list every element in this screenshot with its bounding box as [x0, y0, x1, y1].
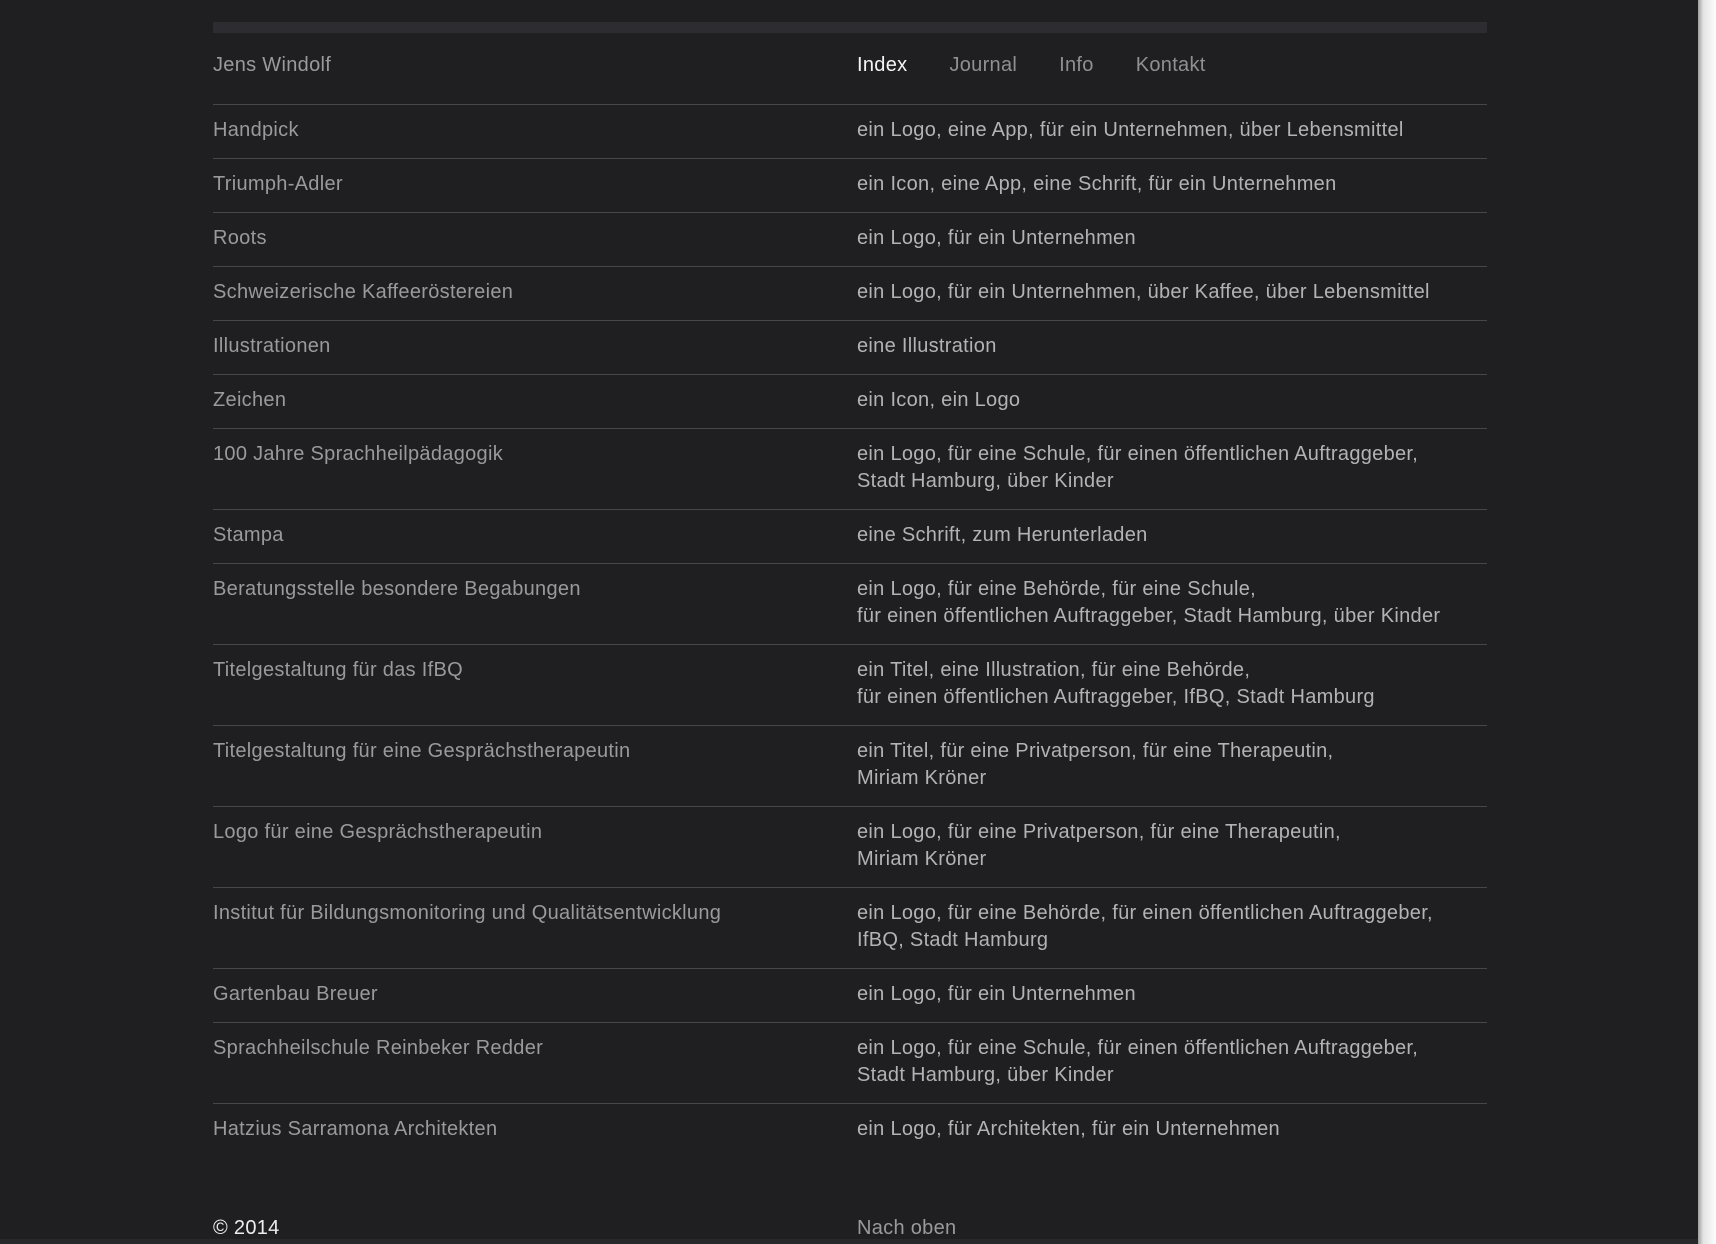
project-tags	[857, 1116, 1487, 1143]
project-row[interactable]	[213, 887, 1487, 968]
window-bottom-edge	[0, 1239, 1698, 1244]
project-title[interactable]: Institut für Bildungsmonitoring und Qualitätsentwicklung	[213, 902, 722, 924]
project-title[interactable]: Stampa	[213, 524, 284, 546]
project-tags	[857, 387, 1487, 414]
project-title[interactable]: Hatzius Sarramona Architekten	[213, 1118, 498, 1140]
project-tag-line: ein Logo, für eine Behörde, für eine Schule,	[857, 578, 1257, 600]
project-row[interactable]	[213, 104, 1487, 158]
project-tag-line: ein Icon, eine App, eine Schrift, für ein Unternehmen	[857, 173, 1337, 195]
project-tags	[857, 117, 1487, 144]
nav-item-journal[interactable]: Journal	[949, 54, 1018, 76]
project-row[interactable]	[213, 266, 1487, 320]
project-tags	[857, 981, 1487, 1008]
project-row[interactable]	[213, 725, 1487, 806]
project-tag-line: Miriam Kröner	[857, 848, 987, 870]
project-tags	[857, 279, 1487, 306]
project-tag-line: ein Titel, für eine Privatperson, für eine Therapeutin,	[857, 740, 1334, 762]
site-header	[213, 33, 1487, 104]
nav-item-info[interactable]: Info	[1059, 54, 1094, 76]
project-row[interactable]	[213, 158, 1487, 212]
project-tag-line: ein Logo, eine App, für ein Unternehmen, über Lebensmittel	[857, 119, 1404, 141]
project-tag-line: ein Logo, für eine Behörde, für einen öffentlichen Auftraggeber,	[857, 902, 1433, 924]
project-row[interactable]	[213, 1022, 1487, 1103]
project-tag-line: ein Logo, für Architekten, für ein Unternehmen	[857, 1118, 1280, 1140]
project-tags	[857, 333, 1487, 360]
site-title: Jens Windolf	[213, 54, 332, 76]
project-title[interactable]: Sprachheilschule Reinbeker Redder	[213, 1037, 544, 1059]
page-content	[213, 0, 1487, 1242]
project-tags	[857, 819, 1487, 873]
project-tag-line: ein Titel, eine Illustration, für eine Behörde,	[857, 659, 1251, 681]
nav-item-index[interactable]: Index	[857, 54, 908, 76]
project-index-list	[213, 104, 1487, 1157]
project-tag-line: ein Icon, ein Logo	[857, 389, 1021, 411]
project-tag-line: IfBQ, Stadt Hamburg	[857, 929, 1049, 951]
project-tag-line: ein Logo, für ein Unternehmen	[857, 983, 1136, 1005]
project-row[interactable]	[213, 212, 1487, 266]
project-tag-line: für einen öffentlichen Auftraggeber, Stadt Hamburg, über Kinder	[857, 605, 1441, 627]
project-title[interactable]: Roots	[213, 227, 267, 249]
project-tag-line: eine Schrift, zum Herunterladen	[857, 524, 1148, 546]
project-title[interactable]: Illustrationen	[213, 335, 331, 357]
project-title[interactable]: 100 Jahre Sprachheilpädagogik	[213, 443, 504, 465]
project-tag-line: Stadt Hamburg, über Kinder	[857, 1064, 1114, 1086]
copyright: © 2014	[213, 1217, 280, 1239]
project-title[interactable]: Gartenbau Breuer	[213, 983, 378, 1005]
project-row[interactable]	[213, 509, 1487, 563]
project-tag-line: ein Logo, für eine Schule, für einen öffentlichen Auftraggeber,	[857, 443, 1419, 465]
project-title[interactable]: Schweizerische Kaffeeröstereien	[213, 281, 514, 303]
project-tags	[857, 1035, 1487, 1089]
project-tag-line: ein Logo, für ein Unternehmen, über Kaffee, über Lebensmittel	[857, 281, 1430, 303]
nav-item-kontakt[interactable]: Kontakt	[1135, 54, 1206, 76]
project-title[interactable]: Beratungsstelle besondere Begabungen	[213, 578, 581, 600]
project-row[interactable]	[213, 320, 1487, 374]
project-tags	[857, 738, 1487, 792]
project-tags	[857, 522, 1487, 549]
project-title[interactable]: Logo für eine Gesprächstherapeutin	[213, 821, 543, 843]
project-row[interactable]	[213, 428, 1487, 509]
project-tags	[857, 576, 1487, 630]
project-title[interactable]: Triumph-Adler	[213, 173, 343, 195]
project-row[interactable]	[213, 563, 1487, 644]
project-title[interactable]: Handpick	[213, 119, 299, 141]
project-tag-line: für einen öffentlichen Auftraggeber, IfBQ, Stadt Hamburg	[857, 686, 1375, 708]
browser-scrollbar[interactable]	[1698, 0, 1716, 1244]
project-tag-line: Stadt Hamburg, über Kinder	[857, 470, 1114, 492]
project-tags	[857, 171, 1487, 198]
project-row[interactable]	[213, 1103, 1487, 1157]
project-tag-line: eine Illustration	[857, 335, 997, 357]
back-to-top-link[interactable]: Nach oben	[857, 1217, 957, 1239]
project-title[interactable]: Titelgestaltung für das IfBQ	[213, 659, 464, 681]
project-title[interactable]: Titelgestaltung für eine Gesprächstherapeutin	[213, 740, 631, 762]
project-row[interactable]	[213, 806, 1487, 887]
project-tags	[857, 900, 1487, 954]
project-tags	[857, 225, 1487, 252]
main-nav	[857, 54, 1487, 77]
scroll-progress-bar	[213, 22, 1487, 33]
project-tag-line: ein Logo, für eine Privatperson, für eine Therapeutin,	[857, 821, 1341, 843]
project-title[interactable]: Zeichen	[213, 389, 287, 411]
project-tag-line: ein Logo, für eine Schule, für einen öffentlichen Auftraggeber,	[857, 1037, 1419, 1059]
project-row[interactable]	[213, 644, 1487, 725]
project-row[interactable]	[213, 968, 1487, 1022]
project-tag-line: Miriam Kröner	[857, 767, 987, 789]
project-tags	[857, 441, 1487, 495]
project-tag-line: ein Logo, für ein Unternehmen	[857, 227, 1136, 249]
project-tags	[857, 657, 1487, 711]
project-row[interactable]	[213, 374, 1487, 428]
site-footer	[213, 1215, 1487, 1242]
